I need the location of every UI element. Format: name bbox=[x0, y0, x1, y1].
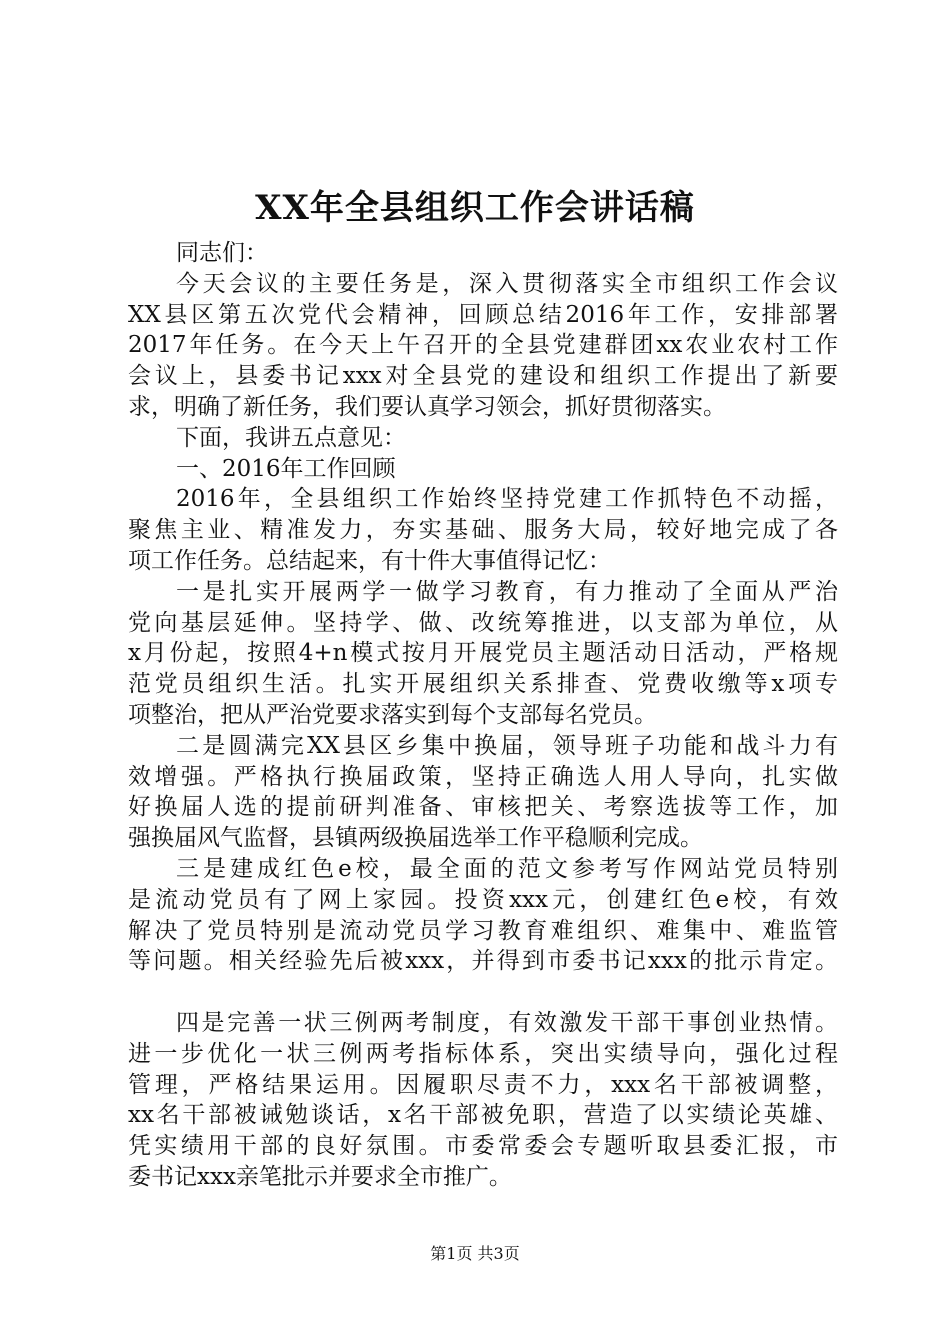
paragraph-line: 求，明确了新任务，我们要认真学习领会，抓好贯彻落实。 bbox=[128, 393, 726, 420]
paragraph-line: 2017年任务。在今天上午召开的全县党建群团xx农业农村工作 bbox=[128, 332, 838, 359]
paragraph-line: 好换届人选的提前研判准备、审核把关、考察选拔等工作，加 bbox=[128, 794, 838, 821]
paragraph-line: 2016年，全县组织工作始终坚持党建工作抓特色不动摇， bbox=[176, 486, 838, 513]
paragraph-line: 二是圆满完XX县区乡集中换届，领导班子功能和战斗力有 bbox=[176, 732, 838, 759]
intro-line: 下面，我讲五点意见： bbox=[176, 424, 406, 451]
paragraph-line: 效增强。严格执行换届政策，坚持正确选人用人导向，扎实做 bbox=[128, 763, 838, 790]
paragraph-line: 三是建成红色e校，最全面的范文参考写作网站党员特别 bbox=[176, 855, 838, 882]
paragraph-line: 会议上，县委书记xxx对全县党的建设和组织工作提出了新要 bbox=[128, 363, 838, 390]
paragraph-line: 党向基层延伸。坚持学、做、改统筹推进，以支部为单位，从 bbox=[128, 609, 838, 636]
paragraph-line: 等问题。相关经验先后被xxx，并得到市委书记xxx的批示肯定。 bbox=[128, 948, 838, 975]
paragraph-line: 是流动党员有了网上家园。投资xxx元，创建红色e校，有效 bbox=[128, 886, 838, 913]
paragraph-line: XX县区第五次党代会精神，回顾总结2016年工作，安排部署 bbox=[128, 301, 838, 328]
document-title: XX年全县组织工作会讲话稿 bbox=[255, 188, 695, 228]
document-body bbox=[128, 238, 838, 1193]
paragraph-line: 一是扎实开展两学一做学习教育，有力推动了全面从严治 bbox=[176, 578, 838, 605]
paragraph-line: 范党员组织生活。扎实开展组织关系排查、党费收缴等x项专 bbox=[128, 671, 838, 698]
paragraph-line: 项工作任务。总结起来，有十件大事值得记忆： bbox=[128, 547, 611, 574]
paragraph-line: 项整治，把从严治党要求落实到每个支部每名党员。 bbox=[128, 701, 657, 728]
page-number-footer: 第1页 共3页 bbox=[430, 1244, 520, 1263]
section-heading: 一、2016年工作回顾 bbox=[176, 455, 396, 482]
paragraph-line: 今天会议的主要任务是，深入贯彻落实全市组织工作会议 bbox=[176, 270, 838, 297]
paragraph-line: 四是完善一状三例两考制度，有效激发干部干事创业热情。 bbox=[176, 1009, 838, 1036]
paragraph-line: 聚焦主业、精准发力，夯实基础、服务大局，较好地完成了各 bbox=[128, 517, 838, 544]
salutation: 同志们： bbox=[176, 240, 268, 266]
paragraph-line: 强换届风气监督，县镇两级换届选举工作平稳顺利完成。 bbox=[128, 825, 703, 852]
paragraph-line: 管理，严格结果运用。因履职尽责不力，xxx名干部被调整， bbox=[128, 1071, 838, 1098]
paragraph-line: 进一步优化一状三例两考指标体系，突出实绩导向，强化过程 bbox=[128, 1040, 838, 1067]
paragraph-gap bbox=[128, 977, 838, 1008]
paragraph-line: 凭实绩用干部的良好氛围。市委常委会专题听取县委汇报，市 bbox=[128, 1133, 838, 1160]
paragraph-line: 委书记xxx亲笔批示并要求全市推广。 bbox=[128, 1163, 512, 1190]
paragraph-line: x月份起，按照4+n模式按月开展党员主题活动日活动，严格规 bbox=[128, 640, 838, 667]
paragraph-line: xx名干部被诫勉谈话，x名干部被免职，营造了以实绩论英雄、 bbox=[128, 1102, 838, 1129]
paragraph-line: 解决了党员特别是流动党员学习教育难组织、难集中、难监管 bbox=[128, 917, 838, 944]
